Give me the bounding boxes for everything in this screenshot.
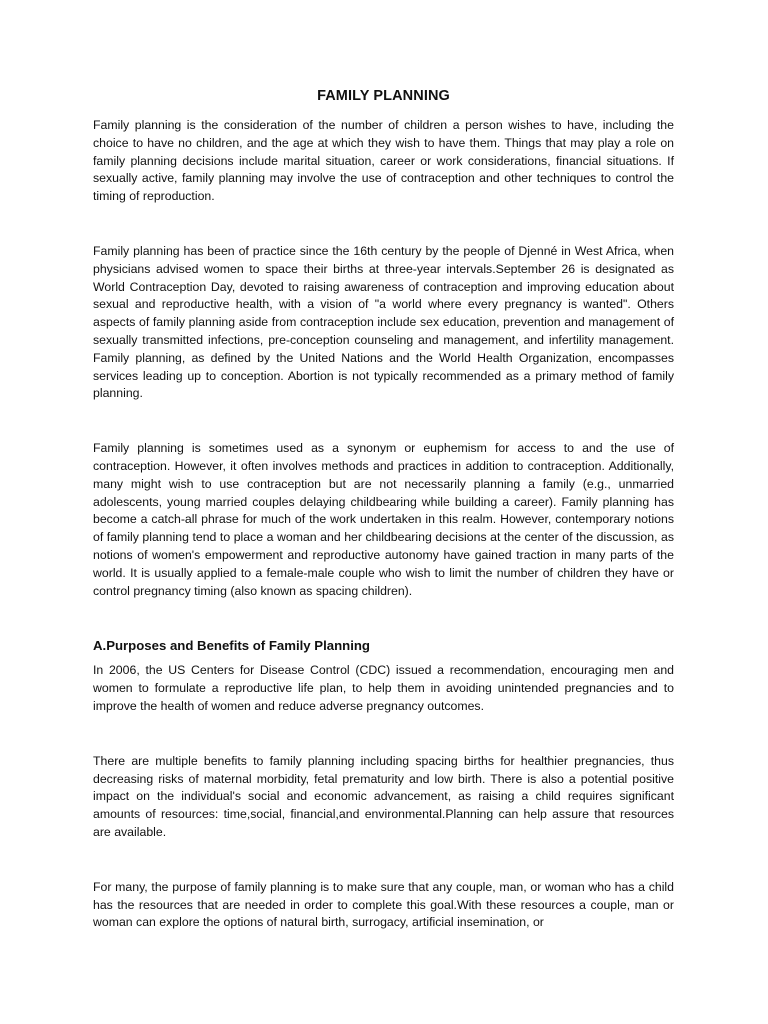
paragraph-section-a-2: There are multiple benefits to family planning including spacing births for healthier pregnancies, thus decreasing risks of maternal morbidity, fetal prematurity and low birth. There is also a potential positive impact on the individual's social and economic advancement, as raising a child requires significant amounts of resources: time,social, financial,and environmental.Planning can help assure that resources are available. [93, 753, 674, 839]
paragraph-section-a-1: In 2006, the US Centers for Disease Control (CDC) issued a recommendation, encouraging men and women to formulate a reproductive life plan, to help them in avoiding unintended pregnancies and to improve the health of women and reduce adverse pregnancy outcomes. [93, 663, 674, 713]
section-spacer [93, 600, 674, 638]
document-page [93, 88, 674, 933]
paragraph-intro-2: Family planning has been of practice since the 16th century by the people of Djenné in West Africa, when physicians advised women to space their births at three-year intervals.September 26 is designated as World Contraception Day, devoted to raising awareness of contraception and improving education about sexual and reproductive health, with a vision of "a world where every pregnancy is wanted". Others aspects of family planning aside from contraception include sex education, prevention and management of sexually transmitted infections, pre-conception counseling and management, and infertility management. Family planning, as defined by the United Nations and the World Health Organization, encompasses services leading up to conception. Abortion is not typically recommended as a primary method of family planning. [93, 243, 674, 401]
paragraph-section-a-3: For many, the purpose of family planning is to make sure that any couple, man, or woman who has a child has the resources that are needed in order to complete this goal.With these resources a couple, man or woman can explore the options of natural birth, surrogacy, artificial insemination, or [93, 879, 674, 930]
paragraph-spacer [93, 842, 674, 879]
paragraph-spacer [93, 716, 674, 753]
section-heading-purposes: A.Purposes and Benefits of Family Planning [93, 638, 370, 654]
paragraph-spacer [93, 206, 674, 243]
page-title: FAMILY PLANNING [317, 88, 450, 104]
paragraph-intro-1: Family planning is the consideration of the number of children a person wishes to have, including the choice to have no children, and the age at which they wish to have them. Things that may play a role on family planning decisions include marital situation, career or work considerations, financial situations. If sexually active, family planning may involve the use of contraception and other techniques to control the timing of reproduction. [93, 118, 674, 204]
paragraph-intro-3: Family planning is sometimes used as a synonym or euphemism for access to and the use of contraception. However, it often involves methods and practices in addition to contraception. Additionally, many might wish to use contraception but are not necessarily planning a family (e.g., unmarried adolescents, young married couples delaying childbearing while building a career). Family planning has become a catch-all phrase for much of the work undertaken in this realm. However, contemporary notions of family planning tend to place a woman and her childbearing decisions at the center of the discussion, as notions of women's empowerment and reproductive autonomy have gained traction in many parts of the world. It is usually applied to a female-male couple who wish to limit the number of children they have or control pregnancy timing (also known as spacing children). [93, 441, 674, 598]
paragraph-spacer [93, 403, 674, 440]
